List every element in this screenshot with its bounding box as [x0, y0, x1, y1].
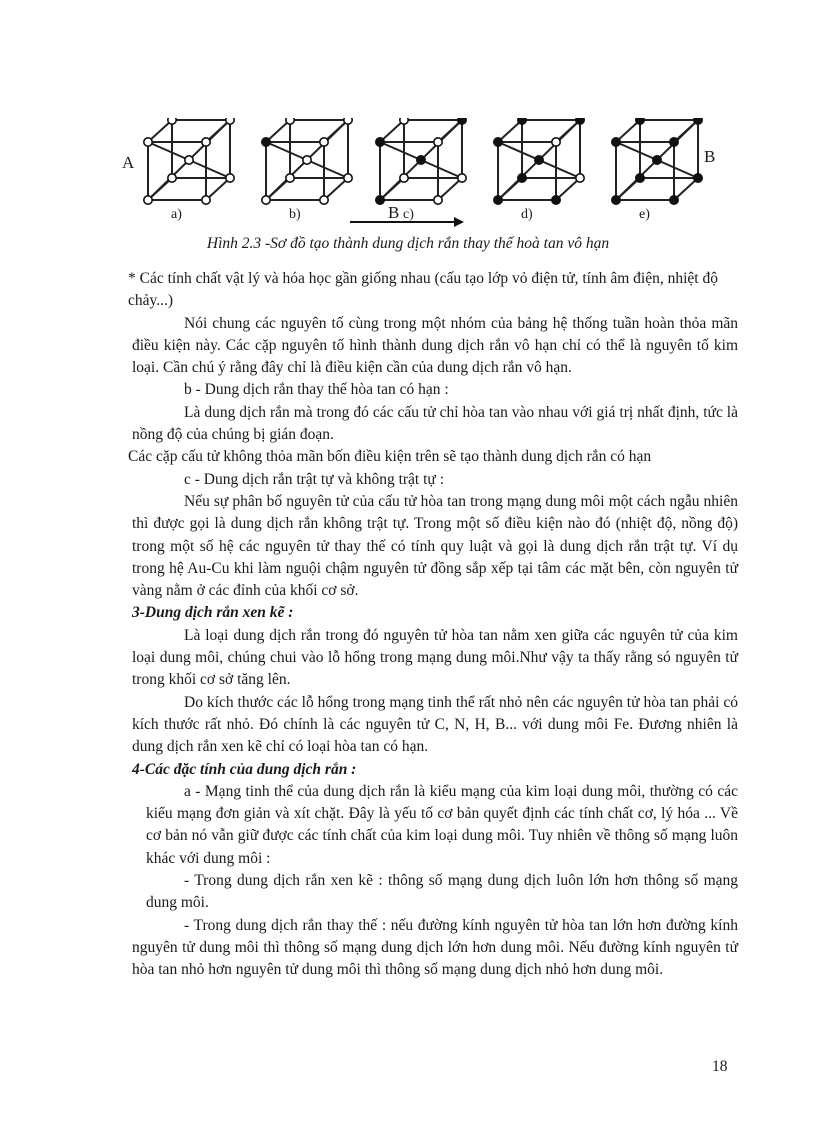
cube-1-atom: [226, 118, 234, 124]
cube-2-atom: [344, 118, 352, 124]
label-right-b: B: [704, 147, 716, 166]
arrow-label-b: B: [388, 203, 400, 222]
cube-5-atom: [694, 174, 702, 182]
cube-5-atom: [636, 118, 644, 124]
cube-4-atom: [518, 174, 526, 182]
cube-1-atom: [144, 138, 152, 146]
page-number: 18: [712, 1058, 728, 1075]
label-left-a: A: [122, 153, 135, 172]
cube-3-atom: [376, 196, 384, 204]
cube-5-atom: [636, 174, 644, 182]
cube-1-atom: [202, 138, 210, 146]
cube-4-atom: [552, 196, 560, 204]
cube-2-atom: [262, 196, 270, 204]
cube-5-atom: [670, 138, 678, 146]
figure-caption: Hình 2.3 -Sơ đồ tạo thành dung dịch rắn thay thế hoà tan vô hạn: [206, 235, 610, 252]
paragraph-8: Là loại dung dịch rắn trong đó nguyên tử hòa tan nằm xen giữa các nguyên tử của kim loại dung môi, chúng chui vào lỗ hổng trong mạng dung môi.Như vậy ta thấy rằng só nguyên tử trong khối cơ sở tăng lên.: [132, 626, 738, 689]
cube-1-atom: [202, 196, 210, 204]
cube-3-atom: [434, 138, 442, 146]
cube-5-atom: [612, 196, 620, 204]
cube-2-atom: [286, 174, 294, 182]
section-heading-3: 3-Dung dịch rắn xen kẽ :: [132, 604, 294, 622]
cube-4-atom: [494, 196, 502, 204]
cube-4-atom: [576, 174, 584, 182]
cube-1-atom: [168, 174, 176, 182]
cube-3-atom: [376, 138, 384, 146]
cube-5-atom: [670, 196, 678, 204]
cube-2-atom: [320, 196, 328, 204]
cube-3-atom: [458, 174, 466, 182]
cube-2-atom: [344, 174, 352, 182]
cube-4-atom: [494, 138, 502, 146]
cube-5-atom: [653, 156, 661, 164]
panel-label-1: a): [171, 207, 182, 222]
panel-label-2: b): [289, 207, 301, 222]
cube-4-atom: [535, 156, 543, 164]
panel-label-4: d): [521, 207, 533, 222]
cube-1-atom: [144, 196, 152, 204]
cube-2-atom: [262, 138, 270, 146]
cube-3-atom: [400, 118, 408, 124]
panel-label-3: c): [403, 207, 414, 222]
arrow-head: [454, 217, 464, 227]
cube-5-atom: [612, 138, 620, 146]
paragraph-7: Nếu sự phân bố nguyên tử của cấu tử hòa tan trong mạng dung môi một cách ngẫu nhiên thì được gọi là dung dịch rắn không trật tự. Trong một số điều kiện nào đó (nhiệt độ, nồng độ) trong một số hệ các nguyên tử thay thế có tính quy luật và gọi là dung dịch rắn trật tự. Ví dụ trong hệ Au-Cu khi làm nguội chậm nguyên tử đồng sắp xếp tại tâm các mặt bên, còn nguyên tử vàng nằm ở các đỉnh của khối cơ sở.: [132, 492, 738, 600]
paragraph-6: c - Dung dịch rắn trật tự và không trật tự :: [184, 470, 444, 488]
paragraph-3: b - Dung dịch rắn thay thế hòa tan có hạn :: [184, 381, 449, 399]
paragraph-10: a - Mạng tinh thể của dung dịch rắn là kiểu mạng của kim loại dung môi, thường có các kiểu mạng đơn giản và xít chặt. Đây là yếu tố cơ bản quyết định các tính chất cơ, lý hóa ... Về cơ bản nó vẫn giữ được các tính chất của kim loại dung môi. Tuy nhiên về thông số mạng luôn khác với dung môi :: [146, 782, 738, 867]
cube-2-atom: [320, 138, 328, 146]
cube-2-atom: [286, 118, 294, 124]
cube-3-atom: [458, 118, 466, 124]
cube-1-atom: [226, 174, 234, 182]
paragraph-2: Nói chung các nguyên tố cùng trong một nhóm của bảng hệ thống tuần hoàn thỏa mãn điều kiện này. Các cặp nguyên tố hình thành dung dịch rắn vô hạn chỉ có thể là nguyên tố kim loại. Cần chú ý rằng đây chỉ là điều kiện cần của dung dịch rắn vô hạn.: [132, 314, 738, 377]
cube-3-atom: [417, 156, 425, 164]
paragraph-11: - Trong dung dịch rắn xen kẽ : thông số mạng dung dịch luôn lớn hơn thông số mạng dung môi.: [146, 872, 738, 912]
cube-4-atom: [576, 118, 584, 124]
cube-5-atom: [694, 118, 702, 124]
body-text: [128, 268, 738, 982]
paragraph-9: Do kích thước các lỗ hổng trong mạng tinh thể rất nhỏ nên các nguyên tử hòa tan phải có kích thước rất nhỏ. Đó chính là các nguyên tử C, N, H, B... với dung môi Fe. Đương nhiên là dung dịch rắn xen kẽ chỉ có loại hòa tan có hạn.: [132, 693, 738, 756]
cube-4-atom: [518, 118, 526, 124]
panel-label-5: e): [639, 207, 650, 222]
cube-1-atom: [185, 156, 193, 164]
section-heading-4: 4-Các đặc tính của dung dịch rắn :: [132, 760, 357, 778]
paragraph-1: * Các tính chất vật lý và hóa học gần giống nhau (cấu tạo lớp vỏ điện tử, tính âm điện, nhiệt độ chảy...): [128, 270, 718, 310]
paragraph-5: Các cặp cấu tử không thỏa mãn bốn điều kiện trên sẽ tạo thành dung dịch rắn có hạn: [128, 448, 652, 466]
cube-4-atom: [552, 138, 560, 146]
crystal-lattice-figure: [118, 118, 718, 230]
paragraph-12: - Trong dung dịch rắn thay thế : nếu đường kính nguyên tử hòa tan lớn hơn đường kính nguyên tử dung môi thì thông số mạng dung dịch lớn hơn dung môi. Nếu đường kính nguyên tử hòa tan nhỏ hơn nguyên tử dung môi thì thông số mạng dung dịch nhỏ hơn dung môi.: [132, 916, 738, 979]
paragraph-4: Là dung dịch rắn mà trong đó các cấu tử chỉ hòa tan vào nhau với giá trị nhất định, tức là nồng độ của chúng bị gián đoạn.: [132, 403, 738, 444]
cube-3-atom: [400, 174, 408, 182]
cube-2-atom: [303, 156, 311, 164]
lattice-diagram: [118, 118, 718, 230]
cube-1-atom: [168, 118, 176, 124]
cube-3-atom: [434, 196, 442, 204]
